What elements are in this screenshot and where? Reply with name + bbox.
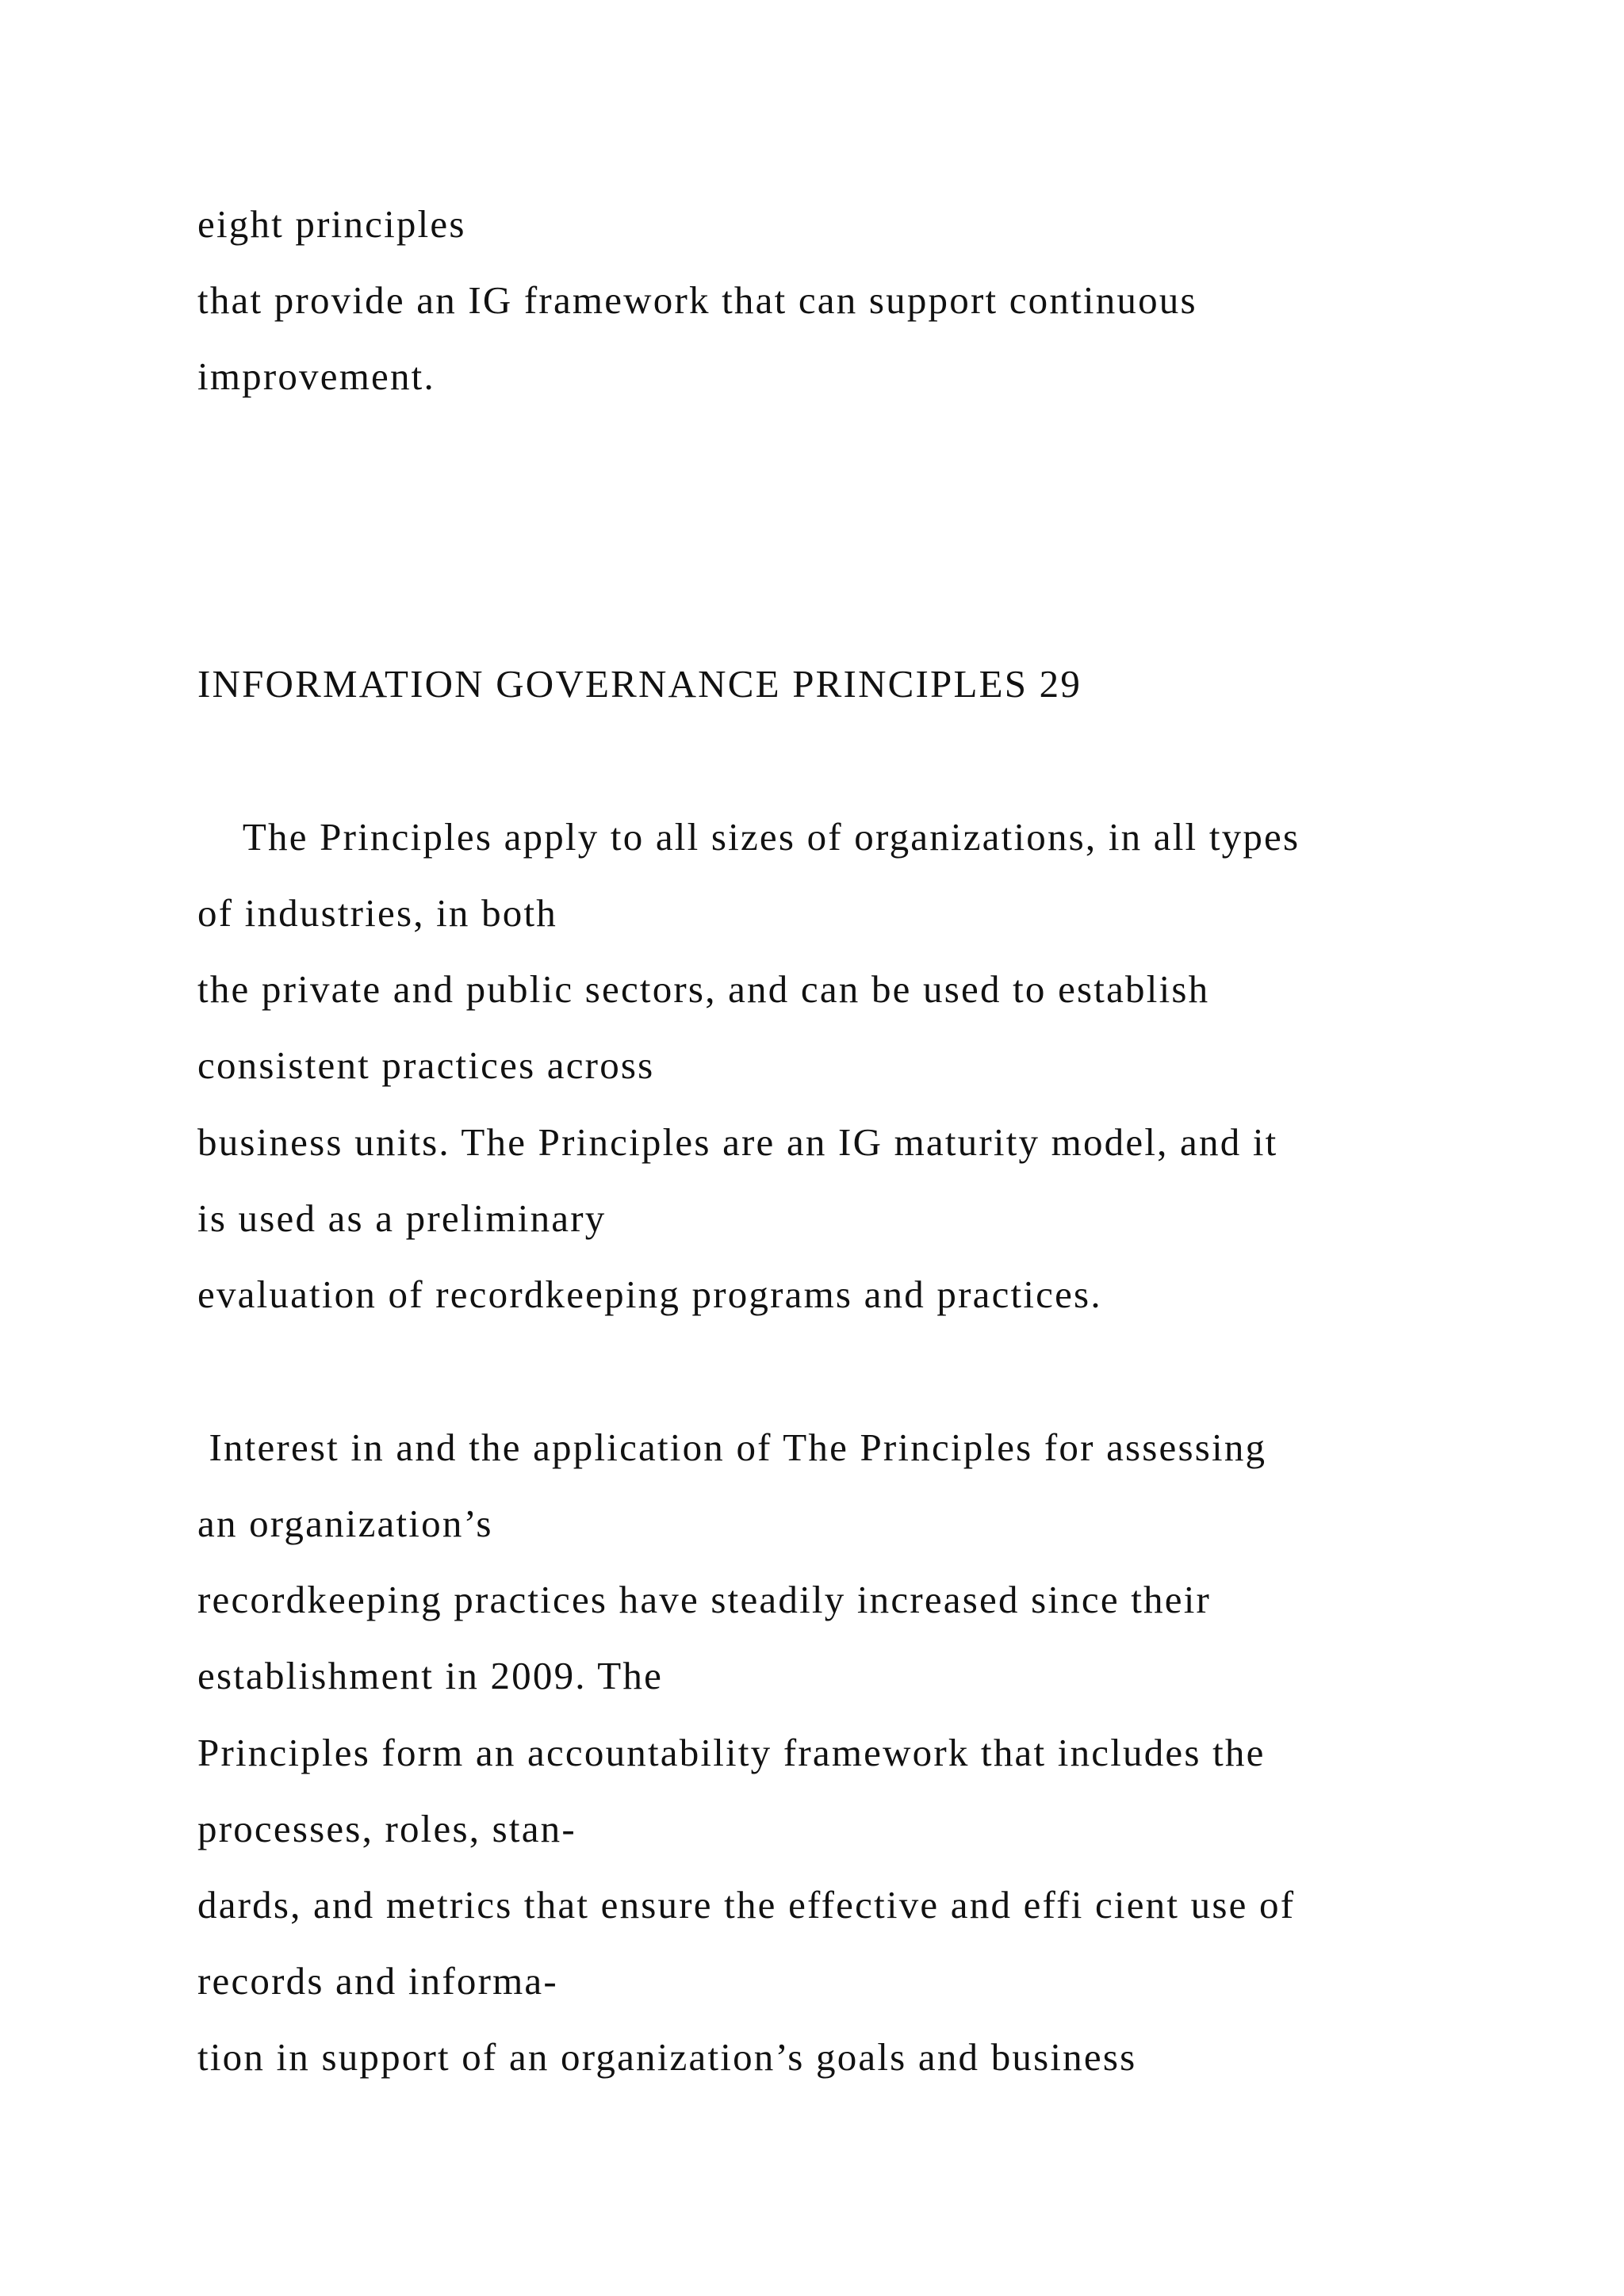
text-line: Principles form an accountability framework that includes the: [197, 1731, 1266, 1774]
section-heading: INFORMATION GOVERNANCE PRINCIPLES 29: [197, 662, 1082, 706]
text-line: business units. The Principles are an IG maturity model, and it: [197, 1120, 1278, 1164]
text-line: Interest in and the application of The Principles for assessing: [197, 1425, 1267, 1469]
text-line: is used as a preliminary: [197, 1196, 607, 1240]
text-line: eight principles: [197, 202, 466, 246]
text-line: an organization’s: [197, 1502, 493, 1545]
text-line: evaluation of recordkeeping programs and practices.: [197, 1272, 1102, 1316]
text-line: of industries, in both: [197, 891, 557, 935]
text-line: records and informa-: [197, 1959, 558, 2003]
text-line: recordkeeping practices have steadily increased since their: [197, 1578, 1212, 1621]
text-line: dards, and metrics that ensure the effective and effi cient use of: [197, 1883, 1296, 1927]
text-line: establishment in 2009. The: [197, 1654, 664, 1697]
text-line: processes, roles, stan-: [197, 1807, 576, 1850]
text-line: that provide an IG framework that can support continuous: [197, 278, 1197, 322]
text-line: the private and public sectors, and can be used to establish: [197, 967, 1210, 1011]
text-line: improvement.: [197, 354, 435, 398]
text-line: consistent practices across: [197, 1043, 655, 1087]
text-line: tion in support of an organization’s goals and business: [197, 2035, 1137, 2079]
text-line: The Principles apply to all sizes of organizations, in all types: [197, 815, 1300, 859]
